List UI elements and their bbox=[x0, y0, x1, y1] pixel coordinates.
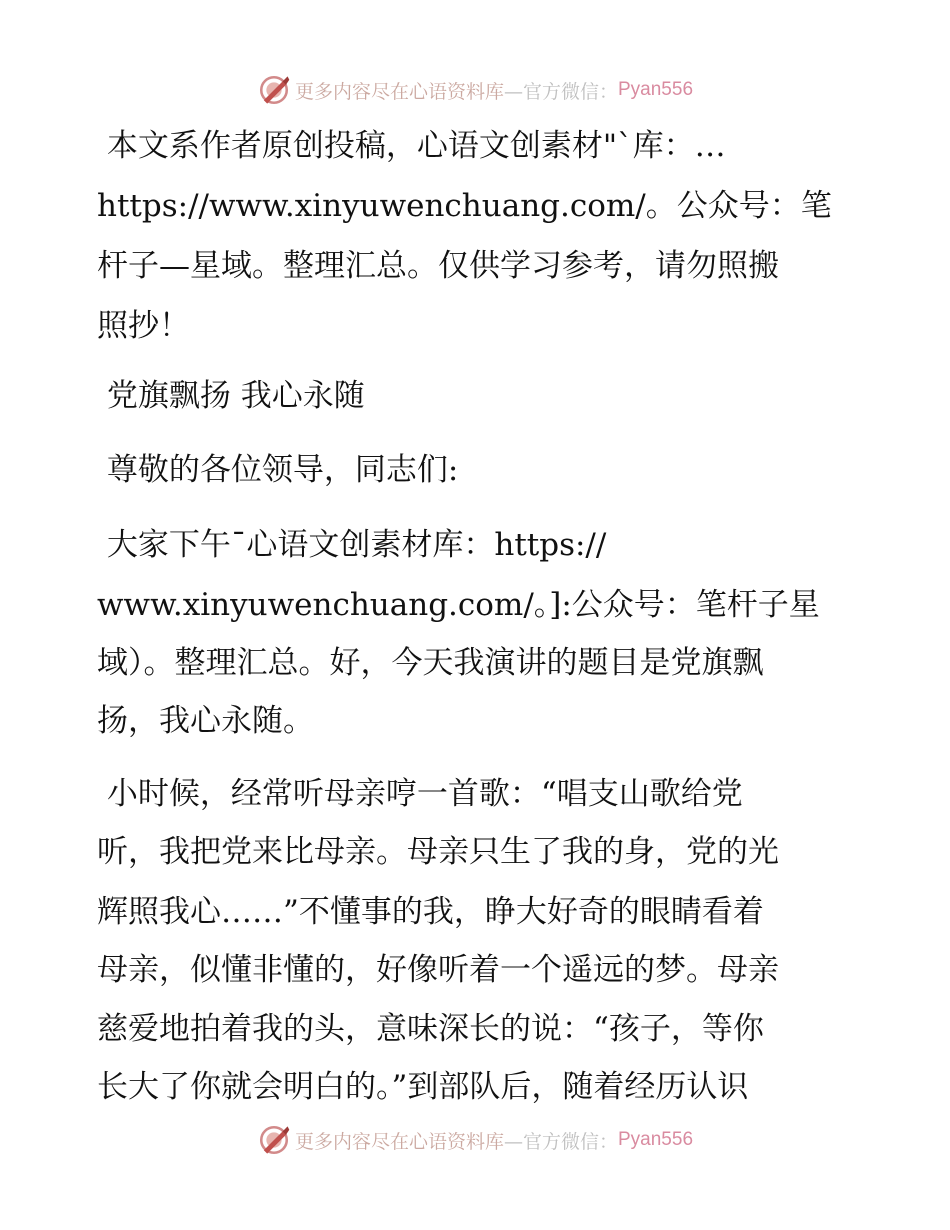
text-line: 党旗飘扬 我心永随 bbox=[97, 378, 365, 414]
footer-banner bbox=[0, 1120, 950, 1160]
header-banner bbox=[0, 70, 950, 110]
text-line: 小时候，经常听母亲哼一首歌：“唱支山歌给党 bbox=[97, 776, 743, 812]
text-line: www.xinyuwenchuang.com/。]:公众号：笔杆子星 bbox=[97, 587, 820, 623]
text-line: 照抄！ bbox=[97, 308, 190, 344]
text-line: 尊敬的各位领导，同志们: bbox=[97, 452, 459, 488]
text-line: 扬，我心永随。 bbox=[97, 703, 314, 739]
wechat-id-text: Pyan556 bbox=[618, 79, 694, 100]
text-line: 慈爱地拍着我的头，意味深长的说：“孩子，等你 bbox=[97, 1011, 764, 1047]
pen-in-circle-logo bbox=[257, 1123, 291, 1157]
text-line: 本文系作者原创投稿，心语文创素材"`库：… bbox=[97, 128, 726, 164]
banner-prefix-text: 更多内容尽在心语资料库 bbox=[294, 80, 504, 103]
text-line: 辉照我心……”不懂事的我，睁大好奇的眼睛看着 bbox=[97, 894, 764, 930]
text-line: 大家下午¯心语文创素材库：https:// bbox=[97, 527, 607, 563]
text-line: 长大了你就会明白的。”到部队后，随着经历认识 bbox=[97, 1069, 749, 1105]
wechat-id-text: Pyan556 bbox=[618, 1129, 694, 1150]
text-line: 母亲，似懂非懂的，好像听着一个遥远的梦。母亲 bbox=[97, 952, 779, 988]
text-line: 杆子—星域。整理汇总。仅供学习参考，请勿照搬 bbox=[97, 248, 779, 284]
banner-suffix-text: —官方微信： bbox=[503, 80, 618, 103]
pen-in-circle-logo bbox=[257, 73, 291, 107]
text-line: https://www.xinyuwenchuang.com/。公众号：笔 bbox=[97, 188, 832, 224]
text-line: 听，我把党来比母亲。母亲只生了我的身，党的光 bbox=[97, 834, 779, 870]
banner-suffix-text: —官方微信： bbox=[503, 1130, 618, 1153]
banner-prefix-text: 更多内容尽在心语资料库 bbox=[294, 1130, 504, 1153]
text-line: 域）。整理汇总。好，今天我演讲的题目是党旗飘 bbox=[97, 645, 764, 681]
